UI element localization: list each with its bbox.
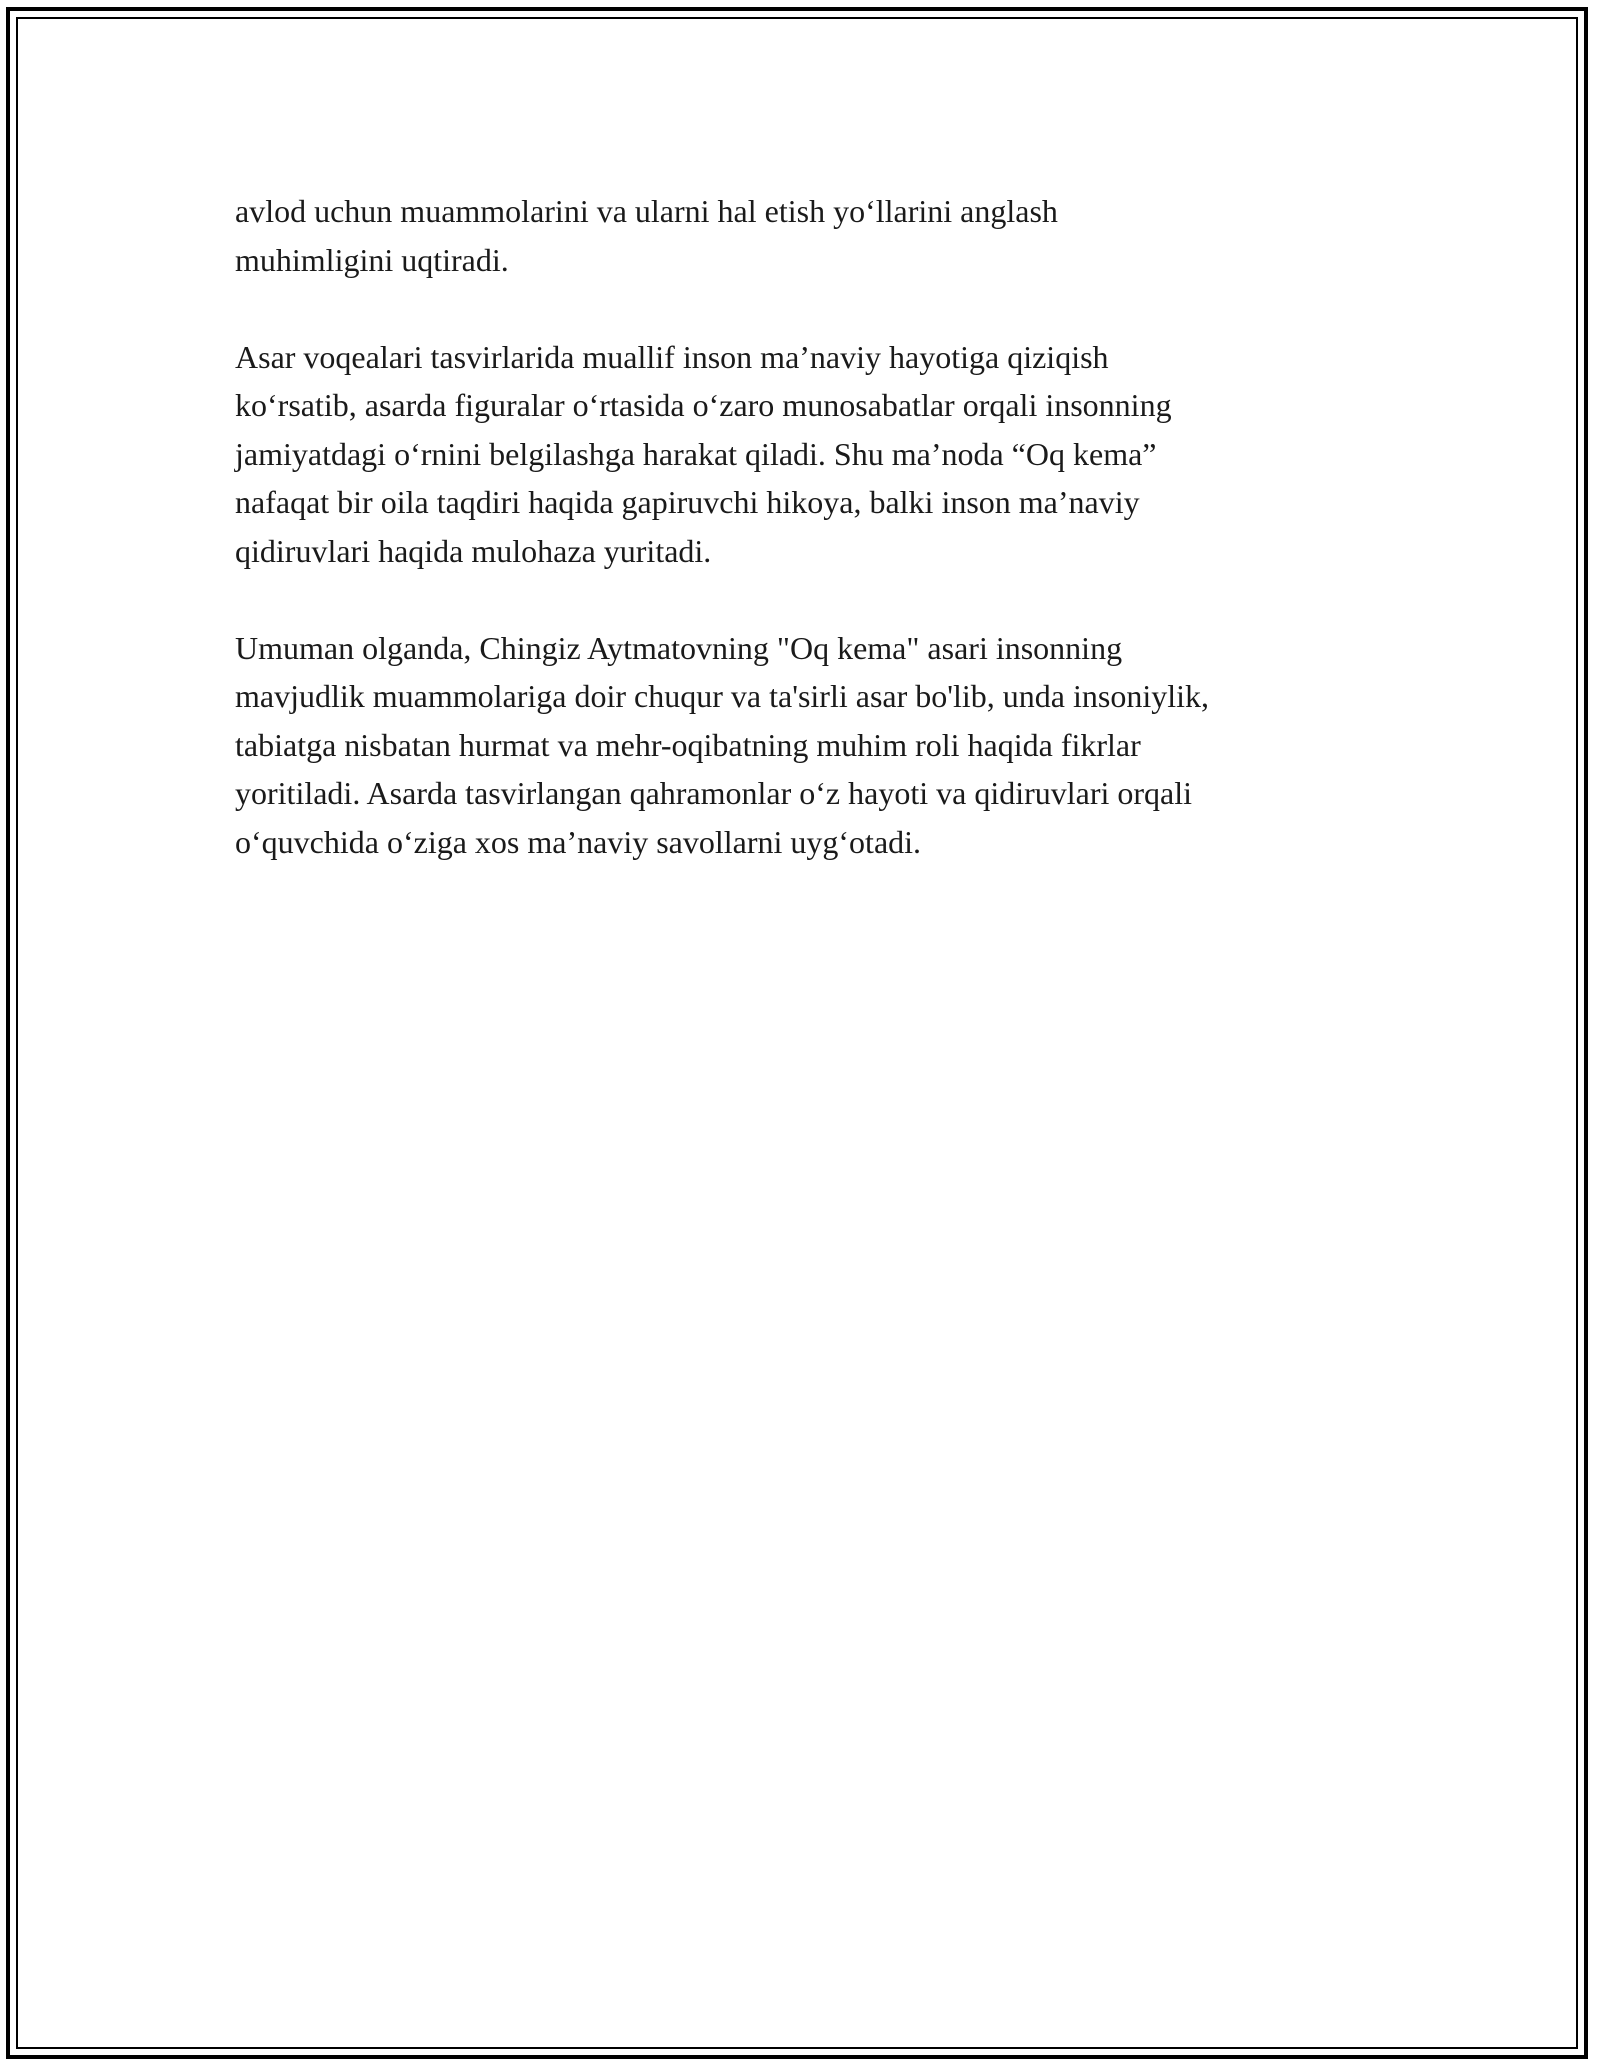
- text-line: o‘quvchida o‘ziga xos ma’naviy savollarni uyg‘otadi.: [235, 823, 922, 860]
- text-line: qidiruvlari haqida mulohaza yuritadi.: [235, 532, 712, 569]
- text-line: jamiyatdagi o‘rnini belgilashga harakat qiladi. Shu ma’noda “Oq kema”: [235, 435, 1157, 472]
- document-body: [235, 187, 1375, 915]
- text-line: Umuman olganda, Chingiz Aytmatovning "Oq kema" asari insonning: [235, 629, 1123, 666]
- text-line: tabiatga nisbatan hurmat va mehr-oqibatning muhim roli haqida fikrlar: [235, 726, 1141, 763]
- text-line: avlod uchun muammolarini va ularni hal etish yo‘llarini anglash: [235, 193, 1058, 229]
- text-line: Asar voqealari tasvirlarida muallif inson ma’naviy hayotiga qiziqish: [235, 338, 1109, 375]
- text-line: yoritiladi. Asarda tasvirlangan qahramonlar o‘z hayoti va qidiruvlari orqali: [235, 775, 1193, 811]
- paragraph-2: [235, 333, 1375, 576]
- paragraph-3: [235, 624, 1375, 867]
- paragraph-1: [235, 187, 1375, 284]
- text-line: nafaqat bir oila taqdiri haqida gapiruvchi hikoya, balki inson ma’naviy: [235, 484, 1140, 520]
- text-line: mavjudlik muammolariga doir chuqur va ta'sirli asar bo'lib, unda insoniylik,: [235, 678, 1210, 714]
- text-line: muhimligini uqtiradi.: [235, 241, 509, 278]
- text-line: ko‘rsatib, asarda figuralar o‘rtasida o‘zaro munosabatlar orqali insonning: [235, 387, 1172, 423]
